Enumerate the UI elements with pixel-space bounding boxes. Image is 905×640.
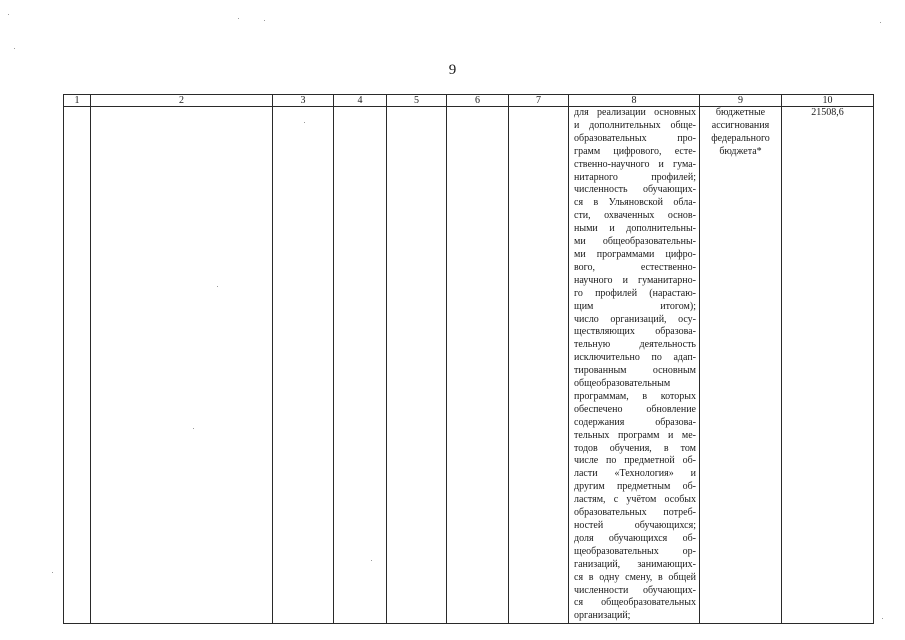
indicator-text-line: тельных программ и ме- bbox=[574, 429, 696, 441]
cell-col-4 bbox=[334, 107, 387, 624]
indicator-text-line: для реализации основных bbox=[574, 107, 696, 118]
indicator-text-line: ластям, с учётом особых bbox=[574, 494, 696, 506]
indicator-text-line: ласти «Технология» и bbox=[574, 468, 696, 480]
funding-source-line: бюджета* bbox=[719, 145, 762, 157]
indicator-text-line: ся в одну смену, в общей bbox=[574, 571, 696, 583]
cell-col-6 bbox=[447, 107, 509, 624]
indicator-text-line: ми общеобразовательны- bbox=[574, 236, 696, 248]
indicator-text-line: ся в Ульяновской обла- bbox=[574, 197, 696, 209]
col-header-4: 4 bbox=[334, 95, 387, 107]
funding-source-line: бюджетные bbox=[715, 107, 766, 118]
indicator-text-line: численности обучающих- bbox=[574, 584, 696, 596]
col-header-6: 6 bbox=[447, 95, 509, 107]
indicator-text-line: ганизаций, занимающих- bbox=[574, 558, 696, 570]
indicator-text-line: организаций; bbox=[574, 610, 631, 622]
indicator-text-line: общеобразовательным bbox=[574, 378, 671, 390]
col-header-7: 7 bbox=[509, 95, 569, 107]
funding-source-line: ассигнования bbox=[711, 119, 770, 131]
indicator-text-line: программам, в которых bbox=[574, 390, 696, 402]
indicator-text-line: тельную деятельность bbox=[574, 339, 696, 351]
indicator-text-line: нитарного профилей; bbox=[574, 171, 696, 183]
indicator-text-line: ными и дополнительны- bbox=[574, 223, 696, 235]
indicator-text-line: ственно-научного и гума- bbox=[574, 158, 696, 170]
col-header-2: 2 bbox=[91, 95, 273, 107]
indicator-text-line: доля обучающихся об- bbox=[574, 532, 696, 544]
indicator-text-line: щим итогом); bbox=[574, 300, 696, 312]
col-header-5: 5 bbox=[387, 95, 447, 107]
indicator-text-line: научного и гуманитарно- bbox=[574, 274, 696, 286]
col-header-3: 3 bbox=[273, 95, 334, 107]
indicator-text-line: ностей обучающихся; bbox=[574, 520, 696, 531]
indicator-text-line: сти, охваченных основ- bbox=[574, 210, 696, 222]
indicator-text-line: тодов обучения, в том bbox=[574, 442, 696, 454]
indicator-text-line: грамм цифрового, есте- bbox=[574, 145, 696, 157]
col-header-8: 8 bbox=[569, 95, 700, 107]
cell-indicators bbox=[569, 107, 700, 624]
indicator-text-line: исключительно по адап- bbox=[574, 352, 696, 364]
col-header-1: 1 bbox=[64, 95, 91, 107]
indicator-text-line: число организаций, осу- bbox=[574, 313, 696, 325]
cell-col-2 bbox=[91, 107, 273, 624]
cell-col-3 bbox=[273, 107, 334, 624]
indicator-text bbox=[569, 107, 699, 623]
funding-source-line: федерального bbox=[711, 132, 770, 144]
indicator-text-line: образовательных потреб- bbox=[574, 507, 696, 519]
amount-value: 21508,6 bbox=[811, 107, 844, 118]
indicator-text-line: численность обучающих- bbox=[574, 184, 696, 196]
col-header-10: 10 bbox=[782, 95, 874, 107]
indicator-text-line: обеспечено обновление bbox=[574, 403, 696, 415]
col-header-9: 9 bbox=[700, 95, 782, 107]
table-row bbox=[64, 107, 874, 624]
indicator-text-line: щеобразовательных ор- bbox=[574, 545, 696, 557]
indicator-text-line: образовательных про- bbox=[574, 132, 696, 144]
indicator-text-line: другим предметным об- bbox=[574, 481, 696, 493]
funding-source bbox=[700, 107, 781, 159]
budget-table bbox=[63, 94, 874, 624]
page-number: 9 bbox=[448, 62, 457, 78]
cell-col-7 bbox=[509, 107, 569, 624]
cell-col-1 bbox=[64, 107, 91, 624]
cell-funding-source bbox=[700, 107, 782, 624]
cell-amount bbox=[782, 107, 874, 624]
indicator-text-line: ществляющих образова- bbox=[574, 326, 696, 338]
indicator-text-line: содержания образова- bbox=[574, 416, 696, 428]
indicator-text-line: тированным основным bbox=[574, 365, 696, 377]
indicator-text-line: числе по предметной об- bbox=[574, 455, 696, 467]
indicator-text-line: ся общеобразовательных bbox=[574, 597, 696, 609]
indicator-text-line: и дополнительных обще- bbox=[574, 119, 696, 131]
indicator-text-line: вого, естественно- bbox=[574, 261, 696, 273]
cell-col-5 bbox=[387, 107, 447, 624]
indicator-text-line: ми программами цифро- bbox=[574, 248, 696, 260]
indicator-text-line: го профилей (нарастаю- bbox=[574, 287, 696, 299]
header-row bbox=[64, 95, 874, 107]
